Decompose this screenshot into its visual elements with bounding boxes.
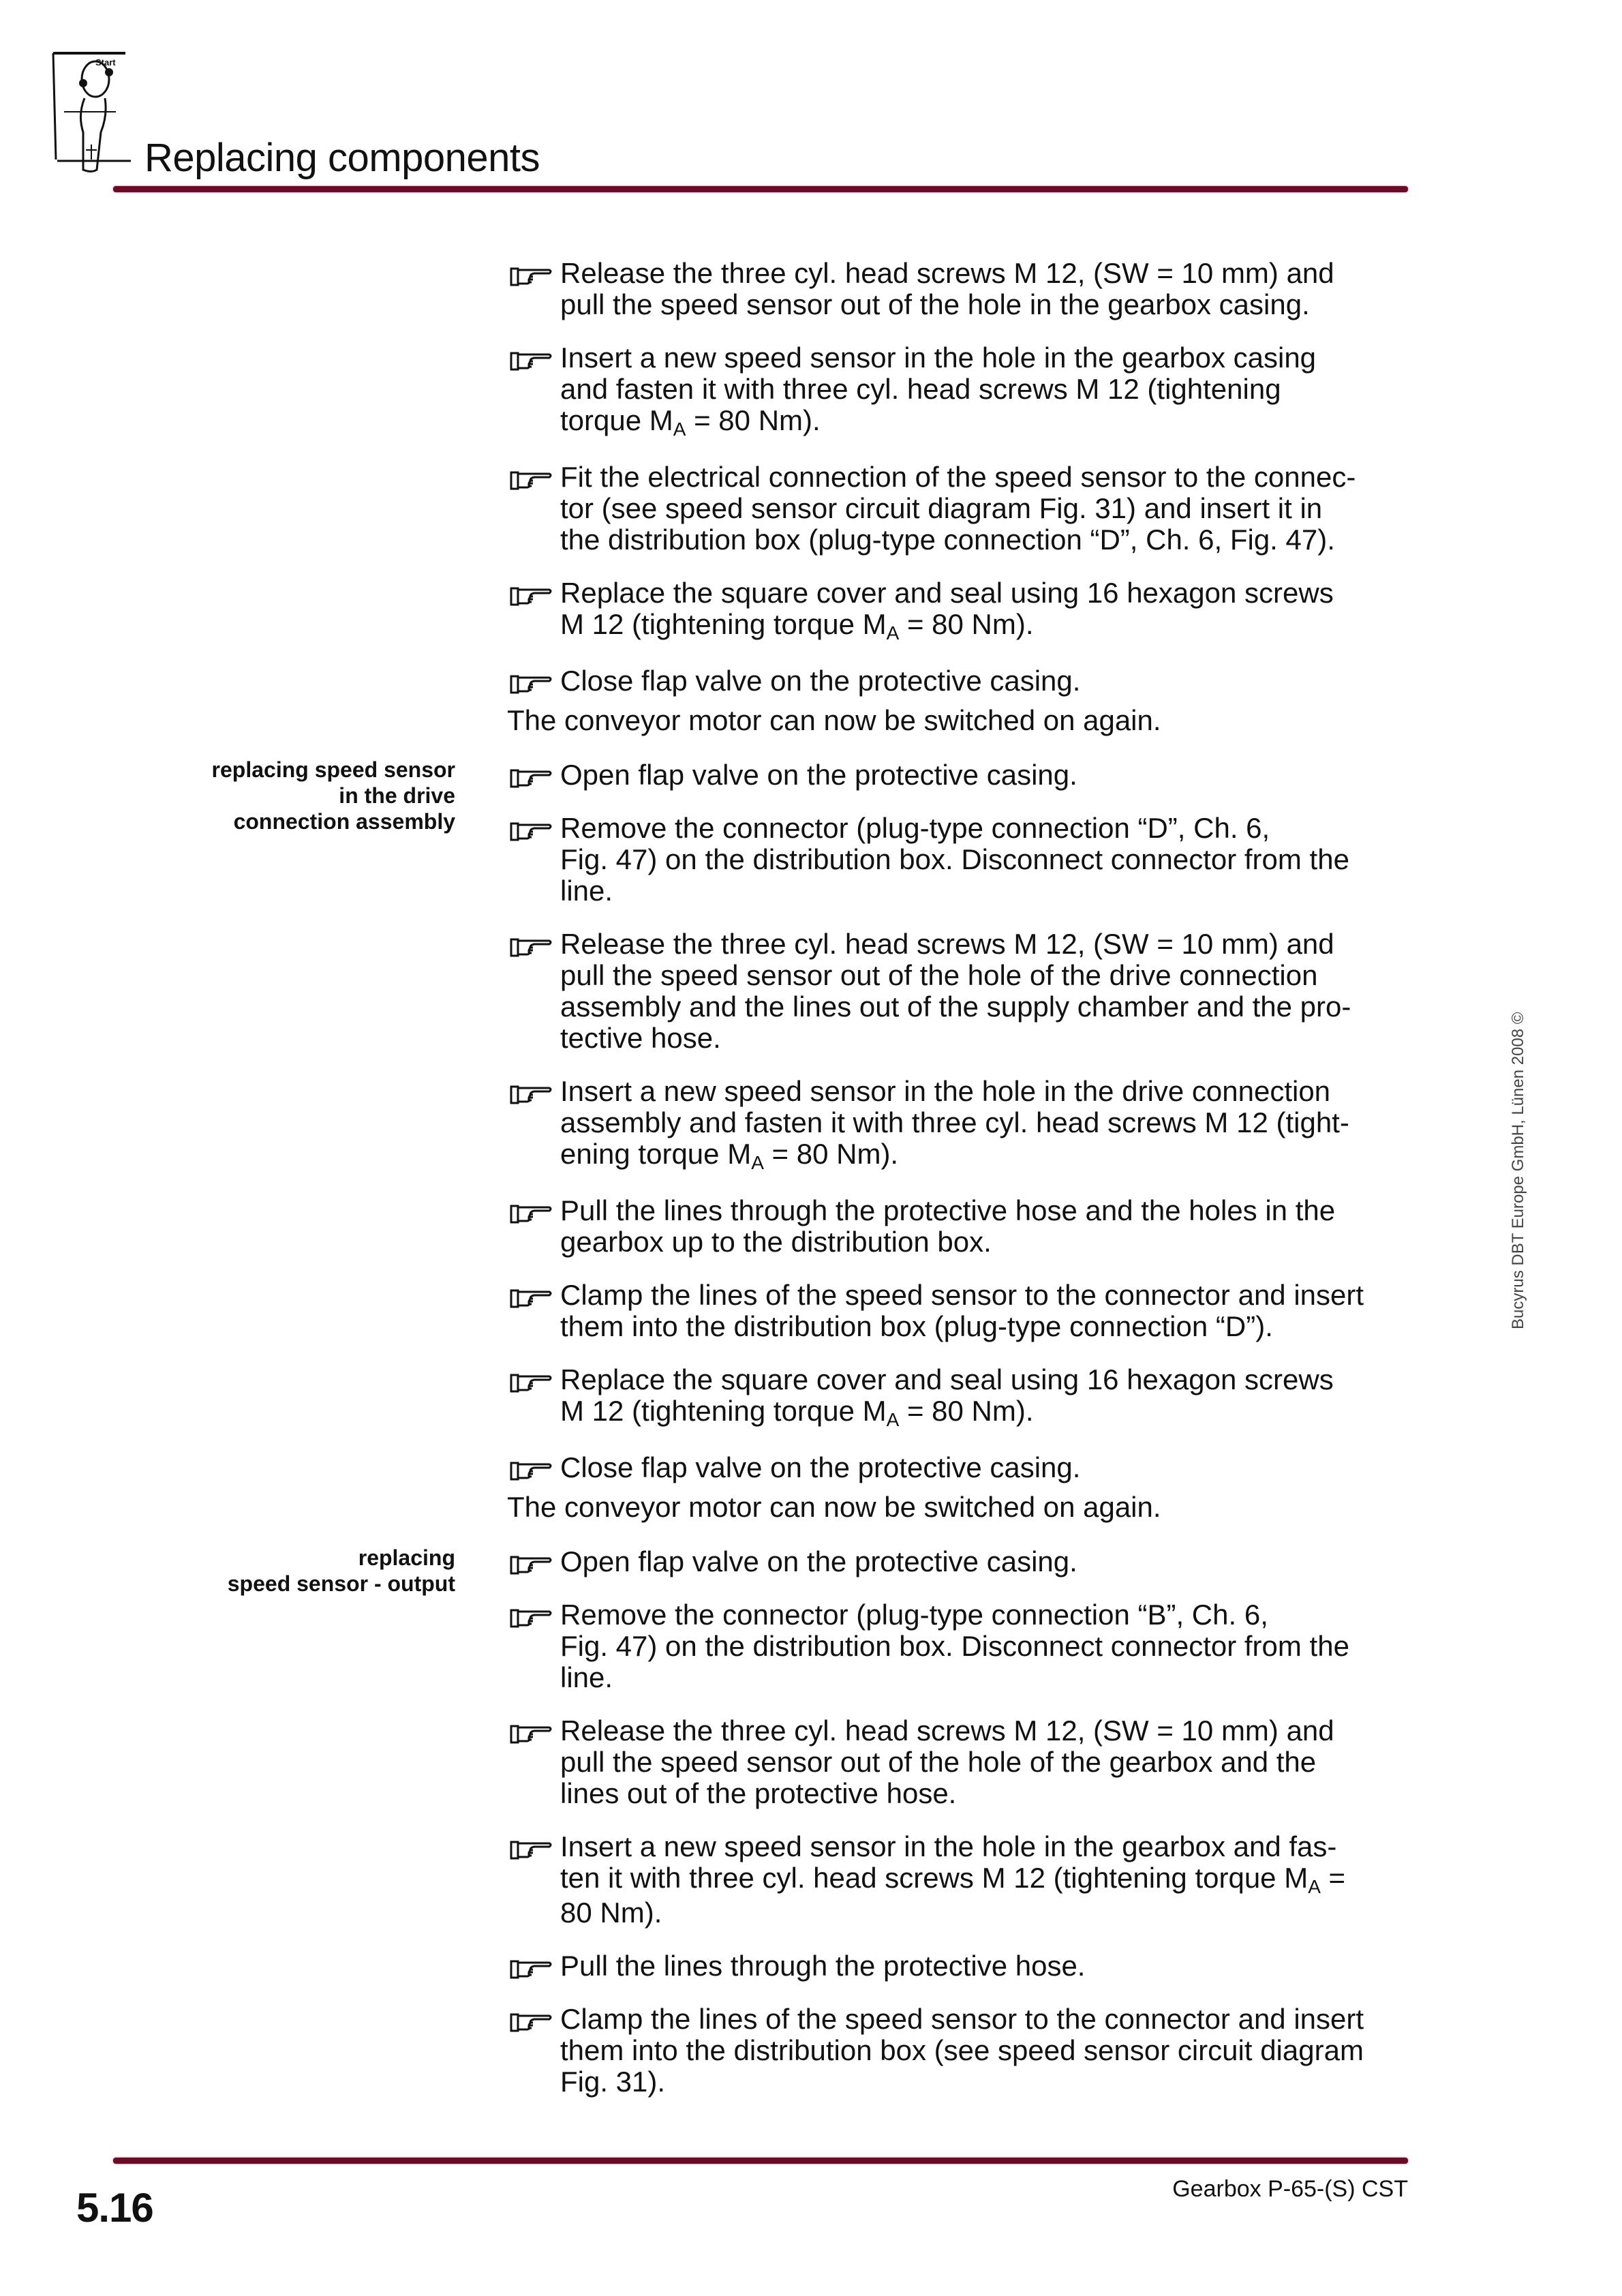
instruction-step	[507, 665, 1413, 697]
margin-note-line: replacing speed sensor	[211, 757, 455, 782]
step-text-line: them into the distribution box (plug-type connection “D”).	[560, 1310, 1273, 1342]
header-rule	[113, 186, 1408, 192]
copyright-notice: Bucyrus DBT Europe GmbH, Lünen 2008 ©	[1509, 1012, 1527, 1329]
instruction-step	[507, 577, 1413, 644]
step-text-line: Fig. 31).	[560, 2066, 666, 2098]
pointing-hand-icon	[510, 1371, 553, 1393]
instruction-step	[507, 462, 1413, 556]
step-text-line: line.	[560, 1661, 613, 1693]
pointing-hand-icon	[510, 349, 553, 371]
step-text-line: Fit the electrical connection of the speed sensor to the connec-	[560, 461, 1356, 493]
pointing-hand-icon	[510, 584, 553, 606]
torque-text: = 80 Nm).	[763, 1138, 899, 1170]
subscript: A	[886, 1409, 900, 1430]
pointing-hand-icon	[510, 2010, 553, 2032]
step-text-line: Release the three cyl. head screws M 12, (SW = 10 mm) and	[560, 257, 1334, 289]
svg-text:Start: Start	[95, 57, 116, 67]
pointing-hand-icon	[510, 766, 553, 788]
step-text-line: assembly and fasten it with three cyl. head screws M 12 (tight-	[560, 1106, 1349, 1138]
instruction-step	[507, 1364, 1413, 1430]
instruction-step	[507, 1280, 1413, 1342]
step-text-line: the distribution box (plug-type connection “D”, Ch. 6, Fig. 47).	[560, 524, 1335, 556]
step-text-line: Replace the square cover and seal using 16 hexagon screws	[560, 1363, 1334, 1395]
instruction-step	[507, 1195, 1413, 1258]
pointing-hand-icon	[510, 1083, 553, 1104]
torque-text: =	[1320, 1862, 1346, 1894]
section-note: The conveyor motor can now be switched on again.	[507, 704, 1161, 736]
torque-text: torque M	[560, 404, 673, 436]
instruction-column	[507, 258, 1413, 2119]
torque-line	[560, 405, 1413, 440]
pointing-hand-icon	[510, 819, 553, 841]
subscript: A	[1308, 1876, 1321, 1897]
step-text-line: Clamp the lines of the speed sensor to the connector and insert	[560, 1279, 1364, 1311]
step-text-line: Fig. 47) on the distribution box. Disconnect connector from the	[560, 1630, 1349, 1662]
pointing-hand-icon	[510, 1838, 553, 1860]
step-text-line: Replace the square cover and seal using 16 hexagon screws	[560, 577, 1334, 609]
pointing-hand-icon	[510, 1459, 553, 1481]
instruction-step	[507, 1831, 1413, 1929]
step-text-line: pull the speed sensor out of the hole of the drive connection	[560, 959, 1318, 991]
step-text-line: Remove the connector (plug-type connection “D”, Ch. 6,	[560, 812, 1270, 844]
pointing-hand-icon	[510, 1202, 553, 1224]
torque-text: = 80 Nm).	[899, 608, 1034, 640]
torque-line	[560, 1862, 1413, 1897]
step-text-line: Insert a new speed sensor in the hole in the drive connection	[560, 1075, 1331, 1107]
step-text-line: lines out of the protective hose.	[560, 1777, 957, 1809]
instruction-step	[507, 928, 1413, 1054]
torque-text: = 80 Nm).	[899, 1395, 1034, 1427]
section-note: The conveyor motor can now be switched on again.	[507, 1491, 1161, 1523]
torque-text: M 12 (tightening torque M	[560, 608, 887, 640]
step-text-line: Insert a new speed sensor in the hole in the gearbox and fas-	[560, 1830, 1337, 1862]
step-text-line: Clamp the lines of the speed sensor to the connector and insert	[560, 2003, 1364, 2035]
torque-line	[560, 1138, 1413, 1173]
step-text-line: 80 Nm).	[560, 1897, 662, 1929]
margin-note-line: replacing	[358, 1545, 455, 1570]
page-title: Replacing components	[144, 136, 540, 180]
step-text-line: Remove the connector (plug-type connection “B”, Ch. 6,	[560, 1599, 1268, 1631]
step-text-line: Release the three cyl. head screws M 12, (SW = 10 mm) and	[560, 928, 1334, 960]
step-text-line: Fig. 47) on the distribution box. Disconnect connector from the	[560, 843, 1349, 875]
margin-note-line: connection assembly	[233, 809, 455, 834]
step-text-line: gearbox up to the distribution box.	[560, 1226, 992, 1258]
instruction-step	[507, 1715, 1413, 1809]
subscript: A	[673, 419, 686, 440]
instruction-step	[507, 1076, 1413, 1173]
subscript: A	[751, 1152, 764, 1173]
pointing-hand-icon	[510, 672, 553, 694]
step-text-line: tor (see speed sensor circuit diagram Fig. 31) and insert it in	[560, 492, 1323, 524]
step-text-line: Insert a new speed sensor in the hole in the gearbox casing	[560, 342, 1317, 374]
pointing-hand-icon	[510, 1957, 553, 1979]
torque-text: ening torque M	[560, 1138, 752, 1170]
torque-line	[560, 1395, 1413, 1430]
instruction-step	[507, 258, 1413, 320]
margin-note-line: speed sensor - output	[227, 1571, 455, 1596]
step-text-line: pull the speed sensor out of the hole in the gearbox casing.	[560, 288, 1310, 320]
instruction-step	[507, 342, 1413, 440]
step-text-line: Pull the lines through the protective hose and the holes in the	[560, 1194, 1336, 1226]
document-title: Gearbox P-65-(S) CST	[1172, 2176, 1408, 2202]
margin-note-drive-connection	[212, 757, 455, 834]
pointing-hand-icon	[510, 1286, 553, 1308]
subscript: A	[886, 622, 900, 644]
step-text-line: pull the speed sensor out of the hole of the gearbox and the	[560, 1746, 1317, 1778]
torque-text: = 80 Nm).	[686, 404, 821, 436]
torque-text: ten it with three cyl. head screws M 12 (tightening torque M	[560, 1862, 1309, 1894]
pointing-hand-icon	[510, 935, 553, 957]
instruction-step	[507, 1546, 1413, 1577]
margin-note-line: in the drive	[339, 783, 455, 808]
instruction-step	[507, 813, 1413, 907]
pointing-hand-icon	[510, 1606, 553, 1628]
instruction-step	[507, 759, 1413, 791]
step-text-line: line.	[560, 875, 613, 907]
instruction-step	[507, 1599, 1413, 1693]
step-text-line: Close flap valve on the protective casing.	[560, 665, 1081, 697]
pointing-hand-icon	[510, 1722, 553, 1744]
step-text-line: and fasten it with three cyl. head screws M 12 (tightening	[560, 373, 1281, 405]
margin-note-output	[228, 1545, 455, 1597]
worker-pressing-start-icon	[50, 50, 132, 187]
pointing-hand-icon	[510, 1553, 553, 1575]
page-number: 5.16	[76, 2185, 153, 2231]
step-text-line: tective hose.	[560, 1022, 721, 1054]
footer-rule	[113, 2158, 1408, 2164]
torque-line	[560, 609, 1413, 644]
instruction-step	[507, 2004, 1413, 2098]
step-text-line: Pull the lines through the protective hose.	[560, 1950, 1086, 1982]
pointing-hand-icon	[510, 265, 553, 286]
step-text-line: Open flap valve on the protective casing.	[560, 759, 1077, 791]
step-text-line: Open flap valve on the protective casing.	[560, 1545, 1077, 1577]
step-text-line: them into the distribution box (see speed sensor circuit diagram	[560, 2034, 1364, 2066]
step-text-line: Release the three cyl. head screws M 12, (SW = 10 mm) and	[560, 1715, 1334, 1747]
pointing-hand-icon	[510, 468, 553, 490]
torque-text: M 12 (tightening torque M	[560, 1395, 887, 1427]
instruction-step	[507, 1452, 1413, 1483]
instruction-step	[507, 1950, 1413, 1982]
step-text-line: assembly and the lines out of the supply chamber and the pro-	[560, 991, 1351, 1023]
step-text-line: Close flap valve on the protective casing.	[560, 1451, 1081, 1483]
